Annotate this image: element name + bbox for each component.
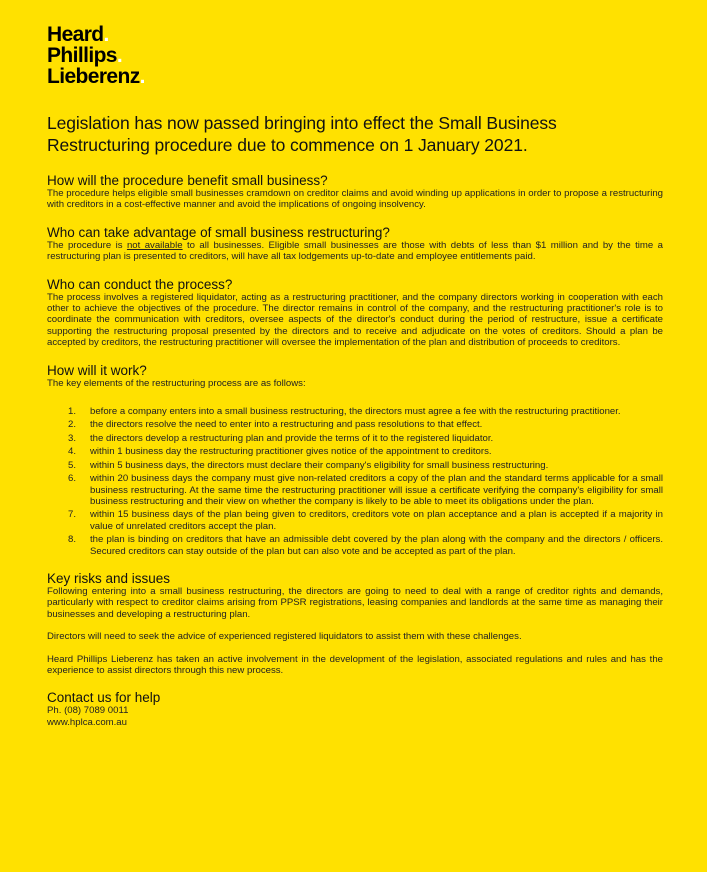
headline-line-1: Legislation has now passed bringing into effect the Small Business [47,113,557,133]
steps-list [47,406,663,557]
document-page [47,24,663,728]
section-heading: Who can conduct the process? [47,276,233,292]
list-item: 2. the directors resolve the need to enter into a restructuring and pass resolutions to that effect. [68,419,483,431]
section-body: The procedure is not available to all businesses. Eligible small businesses are those with debts of less than $1 million and by the time a restructuring plan is presented to creditors, will have all tax lodgements up-to-date and employee entitlements paid. [47,239,664,263]
section-risks [47,571,663,676]
section-conduct [47,277,663,349]
section-heading: Key risks and issues [47,570,171,586]
list-item: 8. the plan is binding on creditors that have an admissible debt covered by the plan along with the company and the directors / officers. Secured creditors can stay outside of the plan but can also vote and be accepted as part of the plan. [68,534,663,557]
section-heading: Who can take advantage of small business restructuring? [47,224,390,240]
section-contact [47,690,663,728]
section-intro: The key elements of the restructuring process are as follows: [47,377,306,389]
section-who [47,225,663,263]
contact-website[interactable]: www.hplca.com.au [47,716,127,728]
list-item: 6. within 20 business days the company must give non-related creditors a copy of the plan and the standard terms applicable for a small business restructuring. At the same time the restructuring practitioner will issue a certificate verifying the company's eligibility for small business restructuring and their view on whether the company is likely to be able to meet its obligations under the plan. [68,473,663,507]
section-benefit [47,173,663,211]
section-body: Heard Phillips Lieberenz has taken an active involvement in the development of the legislation, associated regulations and rules and has the experience to assist directors through this new process. [47,653,663,676]
section-heading: How will the procedure benefit small business? [47,173,328,188]
list-item: 1. before a company enters into a small business restructuring, the directors must agree a fee with the restructuring practitioner. [68,406,621,418]
section-body: The procedure helps eligible small businesses cramdown on creditor claims and avoid winding up applications in order to propose a restructuring with creditors in a cost-effective manner and avoid the implications of ongoing insolvency. [47,188,663,211]
section-body: Directors will need to seek the advice of experienced registered liquidators to assist them with these challenges. [47,631,522,643]
section-heading: How will it work? [47,362,147,378]
list-item: 3. the directors develop a restructuring plan and provide the terms of it to the registered liquidator. [68,432,494,444]
list-item: 5. within 5 business days, the directors must declare their company's eligibility for small business restructuring. [68,459,549,471]
company-logo: Heard. Phillips. Lieberenz. [47,23,145,88]
section-heading: Contact us for help [47,690,161,706]
list-item: 4. within 1 business day the restructuring practitioner gives notice of the appointment to creditors. [68,446,492,458]
section-how [47,363,663,557]
page-headline [47,112,663,156]
section-body: Following entering into a small business restructuring, the directors are going to need to deal with a range of creditor rights and demands, particularly with respect to creditor claims arising from PPSR registrations, leasing companies and landlords at the same time as managing their businesses and developing a restructuring plan. [47,585,663,620]
underlined-text: not available [126,239,183,251]
contact-phone: Ph. (08) 7089 0011 [47,705,129,717]
section-body: The process involves a registered liquidator, acting as a restructuring practitioner, and the company directors working in cooperation with each other to achieve the objectives of the procedure. The director remains in control of the company, and the restructuring practitioner's role is to coordinate the communication with creditors, oversee aspects of the director's conduct during the period of restructure, issue a certificate supporting the restructuring proposal presented by the directors and to receive and adjudicate on the votes of creditors. Should a plan be accepted by creditors, the restructuring practitioner will oversee the implementation of the plan and distribution of proceeds to creditors. [47,291,663,349]
list-item: 7. within 15 business days of the plan being given to creditors, creditors vote on plan acceptance and a plan is accepted if a majority in value of unrelated creditors accept the plan. [68,509,663,532]
headline-line-2: Restructuring procedure due to commence on 1 January 2021. [47,135,528,155]
